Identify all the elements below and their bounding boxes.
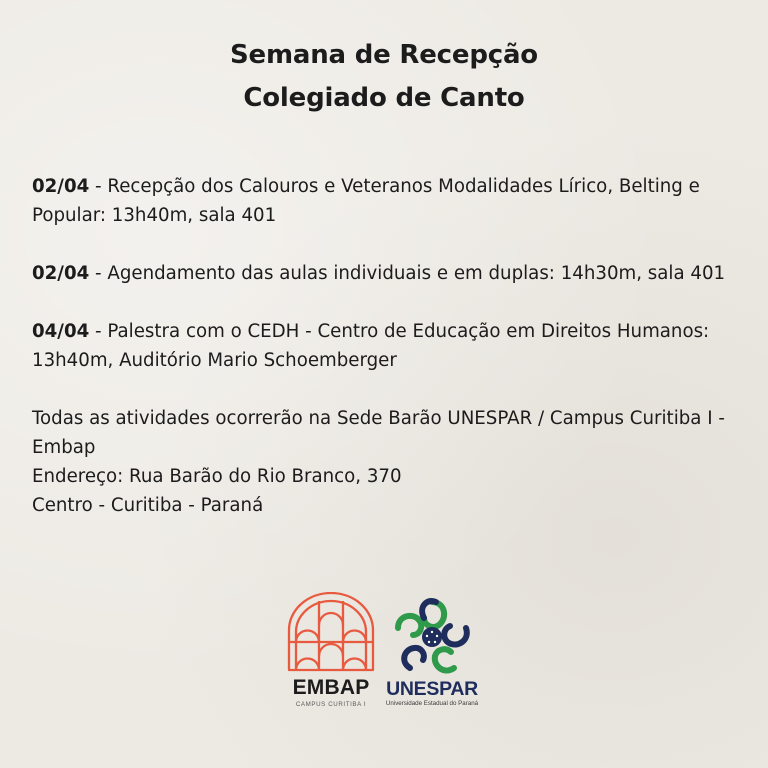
event-date: 04/04	[32, 321, 90, 342]
venue-city: Centro - Curitiba - Paraná	[32, 495, 264, 516]
venue-note: Todas as atividades ocorrerão na Sede Barão UNESPAR / Campus Curitiba I - Embap	[32, 408, 725, 458]
unespar-subtitle: Universidade Estadual do Paraná	[385, 700, 479, 707]
event-date: 02/04	[32, 263, 90, 284]
title-line-1: Semana de Recepção	[230, 40, 538, 70]
event-item	[32, 317, 742, 375]
event-item	[32, 172, 742, 230]
embap-logo	[284, 592, 378, 722]
venue-info	[32, 404, 742, 520]
event-date: 02/04	[32, 176, 90, 197]
event-item	[32, 259, 742, 288]
venue-address: Endereço: Rua Barão do Rio Branco, 370	[32, 466, 402, 487]
event-list	[32, 172, 742, 549]
page-title	[0, 34, 768, 120]
title-line-2: Colegiado de Canto	[243, 83, 525, 113]
unespar-wordmark: UNESPAR	[386, 678, 478, 700]
embap-subtitle: CAMPUS CURITIBA I	[295, 701, 367, 708]
unespar-logo	[380, 594, 484, 722]
event-description: - Agendamento das aulas individuais e em duplas: 14h30m, sala 401	[89, 263, 726, 284]
event-description: - Recepção dos Calouros e Veteranos Modalidades Lírico, Belting e Popular: 13h40m, sala 401	[32, 176, 700, 226]
logo-row	[0, 592, 768, 722]
embap-wordmark: EMBAP	[292, 676, 370, 699]
event-description: - Palestra com o CEDH - Centro de Educação em Direitos Humanos: 13h40m, Auditório Mario Schoemberger	[32, 321, 710, 371]
interlocked-loops-icon	[388, 594, 476, 678]
arched-window-icon	[286, 592, 376, 672]
